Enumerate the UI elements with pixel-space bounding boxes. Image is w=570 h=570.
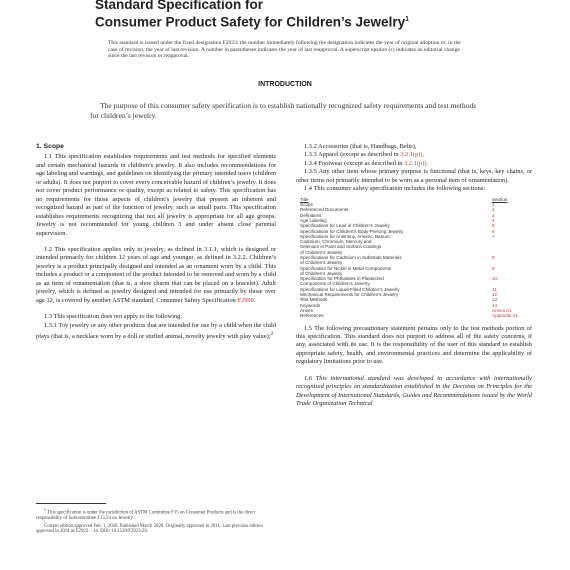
paragraph-1-3-4: 1.3.4 Footwear (except as described in 3.2.1(p)).: [304, 159, 429, 167]
toc-title: Test Methods: [300, 297, 328, 303]
toc-section[interactable]: 4: [492, 217, 495, 223]
toc-section[interactable]: 2: [492, 207, 495, 213]
toc-title: References: [300, 313, 324, 319]
toc-title: Age Labeling: [300, 217, 327, 223]
toc-section[interactable]: 8: [492, 254, 495, 260]
toc-section[interactable]: 11: [492, 286, 497, 292]
toc-section[interactable]: Annex A1: [492, 307, 512, 313]
toc-title: Definitions: [300, 212, 322, 218]
document-title: [95, 0, 409, 30]
toc-title: Scope: [300, 202, 314, 208]
title-line-2: Consumer Product Safety for Children’s Jewelry$^1$: [95, 14, 409, 30]
sections-table-body: [300, 202, 520, 319]
introduction-heading: INTRODUCTION: [258, 81, 312, 88]
toc-title: of Children’s Jewelry: [300, 249, 343, 255]
section-3-2-1-link-2[interactable]: 3.2.1(p)).: [404, 159, 429, 167]
sections-table: [300, 197, 520, 319]
footnotes: [36, 507, 276, 537]
toc-title: Specification for Phthalates in Plasticized: [300, 276, 384, 282]
section-3-2-1-link[interactable]: 3.2.1(p)),: [400, 151, 425, 159]
title-footnote-mark: 1: [405, 16, 409, 23]
toc-section[interactable]: Appendix X1: [492, 313, 519, 319]
toc-title-header: Title: [300, 196, 309, 202]
toc-title: Components of Children’s Jewelry: [300, 281, 370, 287]
paragraph-1-3-5: 1.3.5 Any other item whose primary purpose is functional (that is, keys, key chains, or other items not primarily intended to be worn as a personal item of ornamentation).: [296, 168, 532, 184]
toc-section[interactable]: 1: [492, 202, 495, 208]
toc-title: of Children’s Jewelry: [300, 260, 343, 266]
footnote-1b: Current edition approved Feb. 1, 2020. Published March 2020. Originally approved in 2011. Last previous edition approved in 2014 as F2923 – 14. DOI: 10.1520/F2923-20.: [36, 523, 263, 535]
paragraph-1-3-2: 1.3.2 Accessories (that is, Handbags, Belts),: [304, 143, 417, 150]
paragraph-1-3-1: 1.3.1 Toy jewelry or any other products that are intended for use by a child when the child plays (that is, a necklace worn by a doll or stuffed animal, novelty jewelry with play value);$^2$: [36, 321, 276, 341]
paragraph-1-4: 1.4 This consumer safety specification includes the following sections:: [304, 185, 486, 193]
toc-section[interactable]: 9: [492, 265, 495, 271]
toc-section[interactable]: 14: [492, 302, 498, 308]
scope-heading: 1. Scope: [36, 143, 64, 150]
toc-section-header: Section: [492, 196, 508, 202]
title-line-1: Standard Specification for: [95, 0, 264, 12]
toc-section[interactable]: 10: [492, 276, 498, 282]
paragraph-1-1: 1.1 This specification establishes requirements and test methods for specified elements and certain mechanical hazards in children’s jewelry. It also includes recommendations for age labeling and warnings, and guidelines on identifying the primary intended users (children or adults). It does not purport to cover every conceivable hazard of children’s jewelry. It does not cover product performance or quality, except as related to safety. This specification has no requirements for those aspects of children’s jewelry that present an inherent and recognized hazard as part of the function of jewelry, such as small parts. This specification establishes requirements recognizing that not all jewelry is appropriate for all age groups. Jewelry is not recommended for young children 3 and under absent close parental supervision.: [36, 153, 276, 237]
toc-section[interactable]: 3: [492, 212, 495, 218]
toc-title: Specifications for Children’s Body-Piercing Jewelry: [300, 228, 404, 234]
toc-title: Specifications for Liquid-Filled Children’s Jewelry: [300, 286, 400, 292]
left-column: [36, 143, 276, 342]
toc-title: Specifications for Antimony, Arsenic, Barium,: [300, 233, 391, 239]
f2999-link[interactable]: F2999: [237, 296, 254, 304]
toc-title: of Children’s Jewelry: [300, 270, 343, 276]
toc-title: Specification for Nickel in Metal Components: [300, 265, 392, 271]
toc-title: Selenium in Paint and Surface Coatings: [300, 244, 382, 250]
toc-section[interactable]: 5: [492, 223, 495, 229]
toc-section[interactable]: 13: [492, 297, 498, 303]
toc-title: Specifications for Lead in Children’s Jewelry: [300, 223, 390, 229]
paragraph-1-3: 1.3 This specification does not apply to the following:: [44, 313, 183, 321]
footnote-1: $^1$ This specification is under the jurisdiction of ASTM Committee F15 on Consumer Products and is the direct responsibility of Subcommittee F15.24 on Jewelry.: [36, 507, 256, 522]
toc-section[interactable]: 6: [492, 228, 495, 234]
toc-section[interactable]: 7: [492, 233, 495, 239]
toc-title: Mechanical Requirements for Children’s Jewelry: [300, 292, 399, 298]
paragraph-1-5: 1.5 The following precautionary statement pertains only to the test methods portion of this specification. This standard does not purport to address all of the safety concerns, if any, associated with its use. It is the responsibility of the user of this standard to establish appropriate safety, health, and environmental practices and determine the applicability of regulatory limitations prior to use.: [296, 324, 532, 366]
toc-section[interactable]: 12: [492, 292, 498, 298]
toc-title: Keywords: [300, 302, 321, 308]
right-column: [296, 143, 532, 409]
paragraph-1-6: 1.6 This international standard was developed in accordance with internationally recognized principles on standardization established in the Decision on Principles for the Development of International Standards, Guides and Recommendations issued by the World Trade Organization Technical: [296, 374, 532, 408]
footnote-divider: [36, 503, 106, 504]
paragraph-1-2: 1.2 This specification applies only to jewelry, as defined in 3.1.1, which is designed or intended primarily for children 12 years of age and younger, as defined in 3.2.2. Children’s jewelry is a product principally designed and intended as an ornament worn by a child. This includes a product or a component of the product intended to be removed and worn by a child as an item of ornamentation (that is, a shoe charm that can be placed on a bracelet). Adult jewelry, which is defined as jewelry designed and intended for use primarily by those over age 12, is covered by another ASTM standard, Consumer Safety Specification F2999.: [36, 245, 276, 304]
toc-title: Specifications for Cadmium in Substrate Materials: [300, 254, 402, 260]
designation-preamble: This standard is issued under the fixed designation F2923; the number immediately following the designation indicates the year of original adoption or, in the case of revision, the year of last revision. A number in parentheses indicates the year of last reapproval. A superscript epsilon (ε) indicates an editorial change since the last revision or reapproval.: [108, 40, 461, 60]
toc-title: Annex: [300, 307, 314, 313]
toc-row: [300, 313, 520, 318]
toc-title: Referenced Documents: [300, 207, 349, 213]
toc-title: Cadmium, Chromium, Mercury and: [300, 239, 372, 245]
paragraph-1-3-3: 1.3.3 Apparel (except as described in 3.2.1(p)),: [304, 151, 425, 159]
introduction-text: The purpose of this consumer safety specification is to establish nationally recognized safety requirements and test methods for children’s jewelry.: [90, 101, 477, 120]
